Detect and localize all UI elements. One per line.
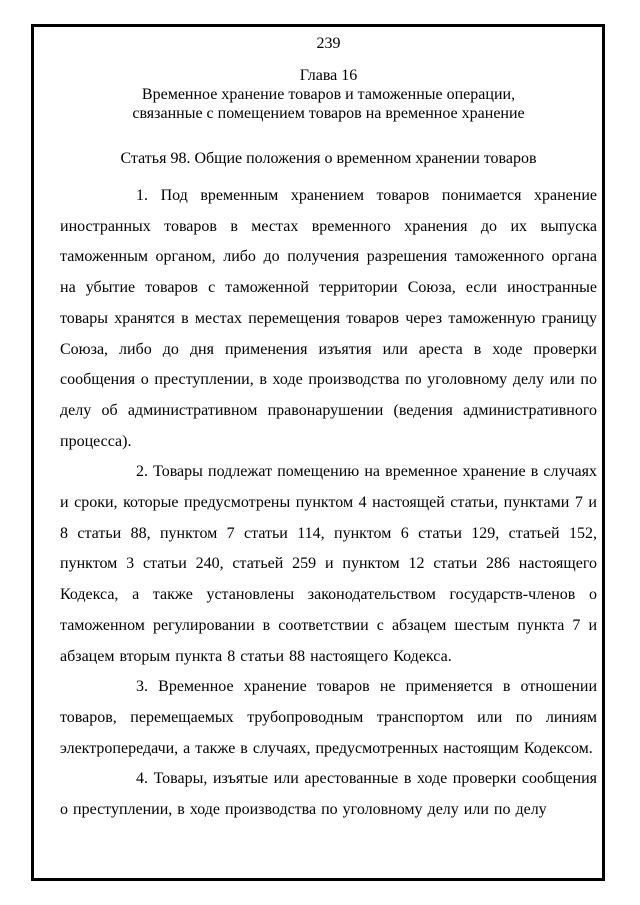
paragraph-1: 1. Под временным хранением товаров понимается хранение иностранных товаров в местах временного хранения до их выпуска таможенным органом, либо до получения разрешения таможенного органа на убытие товаров с таможенной территории Союза, если иностранные товары хранятся в местах перемещения товаров через таможенную границу Союза, либо до дня применения изъятия или ареста в ходе проверки сообщения о преступлении, в ходе производства по уголовному делу или по делу об административном правонарушении (ведения административного процесса). [60,187,597,450]
document-body [60,34,597,826]
article-title: Статья 98. Общие положения о временном хранении товаров [120,150,537,167]
chapter-subtitle-line-1: Временное хранение товаров и таможенные операции, [141,86,516,103]
chapter-header [60,66,597,123]
paragraph-3: 3. Временное хранение товаров не применяется в отношении товаров, перемещаемых трубопроводным транспортом или по линиям электропередачи, а также в случаях, предусмотренных настоящим Кодексом. [60,678,597,757]
paragraph-4: 4. Товары, изъятые или арестованные в ходе проверки сообщения о преступлении, в ходе производства по уголовному делу или по делу [60,770,597,819]
chapter-title: Глава 16 [299,67,358,84]
paragraph-2: 2. Товары подлежат помещению на временное хранение в случаях и сроки, которые предусмотрены пунктом 4 настоящей статьи, пунктами 7 и 8 статьи 88, пунктом 7 статьи 114, пунктом 6 статьи 129, статьей 152, пунктом 3 статьи 240, статьей 259 и пунктом 12 статьи 286 настоящего Кодекса, а также установлены законодательством государств-членов о таможенном регулировании в соответствии с абзацем шестым пункта 7 и абзацем вторым пункта 8 статьи 88 настоящего Кодекса. [60,463,597,665]
chapter-subtitle-line-2: связанные с помещением товаров на временное хранение [132,105,525,122]
article-text [60,181,597,826]
page-number: 239 [316,35,341,52]
